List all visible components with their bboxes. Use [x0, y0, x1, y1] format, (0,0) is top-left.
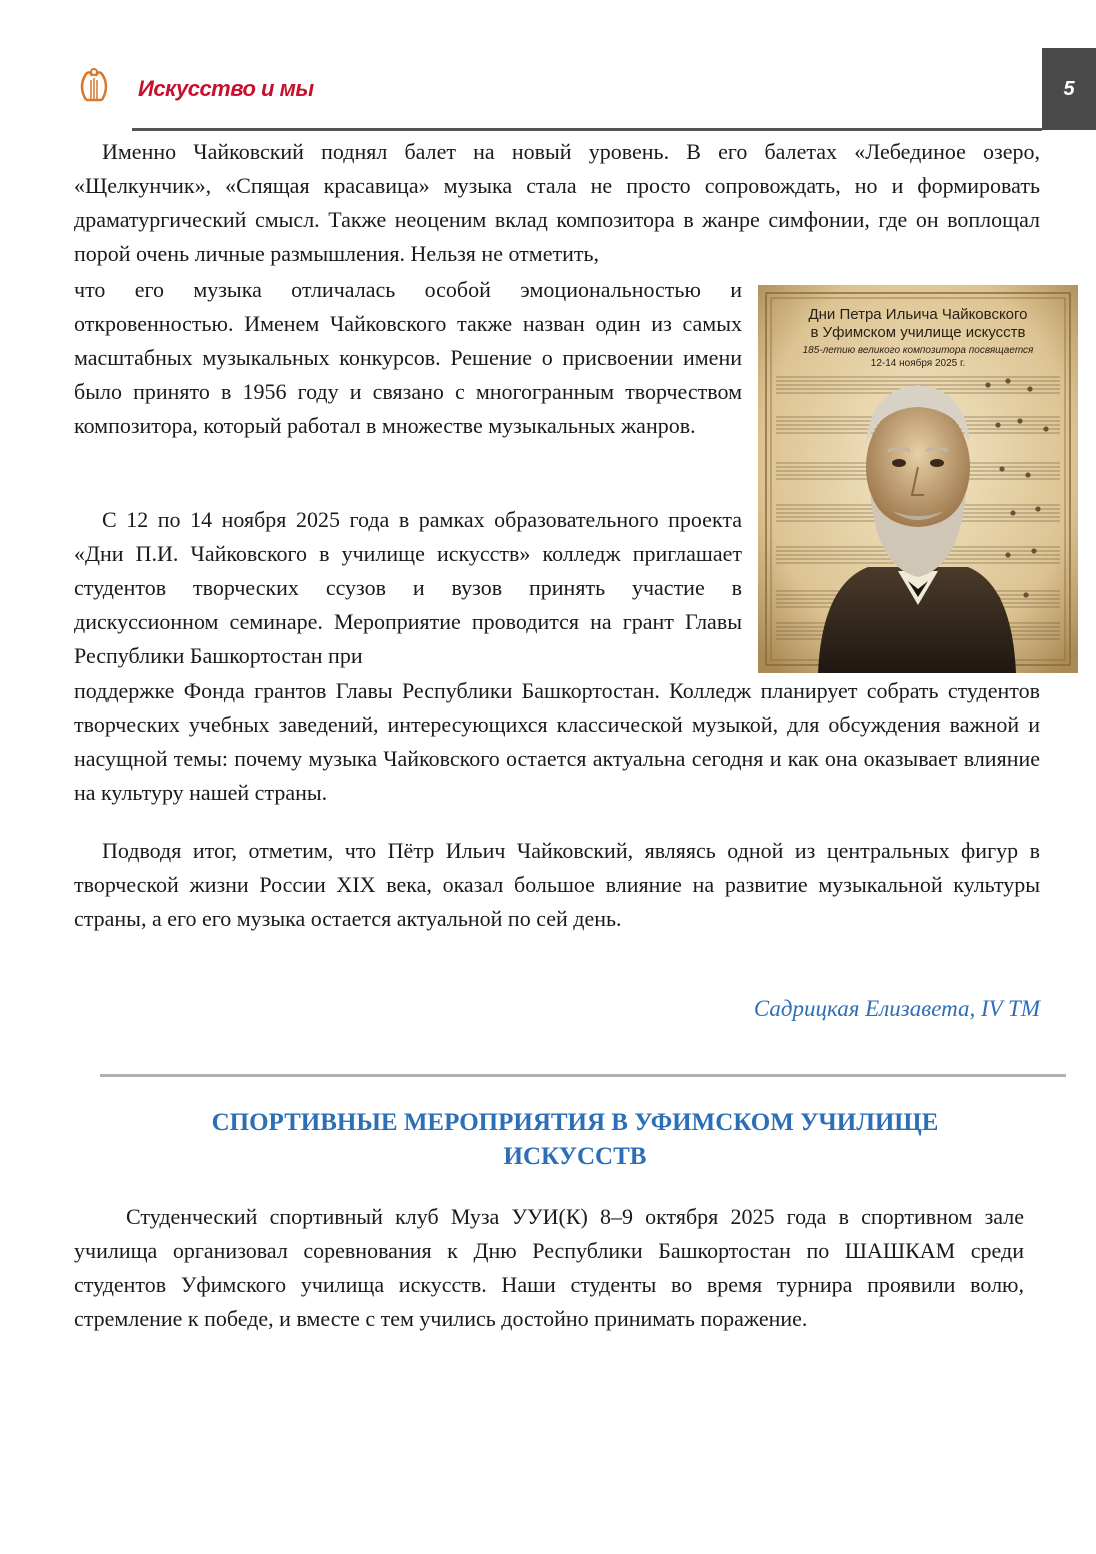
page-number-tab [1042, 48, 1096, 130]
article-author: Садрицкая Елизавета, IV ТМ [753, 996, 1040, 1021]
article-paragraph-5: Подводя итог, отметим, что Пётр Ильич Чайковский, являясь одной из центральных фигур в творческой жизни России XIX века, оказал большое влияние на развитие музыкальной культуры страны, а его его музыка остается актуальной по сей день. [74, 838, 1040, 931]
article-paragraph-1: Именно Чайковский поднял балет на новый уровень. В его балетах «Лебединое озеро, «Щелкунчик», «Спящая красавица» музыка стала не просто сопровождать, но и формировать драматургический смысл. Также неоценим вклад композитора в жанре симфонии, где он воплощал порой очень личные размышления. Нельзя не отметить, [74, 139, 1040, 266]
lyre-logo-icon [74, 66, 114, 106]
sports-paragraph: Студенческий спортивный клуб Муза УУИ(К) 8–9 октября 2025 года в спортивном зале училища организовал соревнования к Дню Республики Башкортостан по ШАШКАМ среди студентов Уфимского училища искусств. Наши студенты во время турнира проявили волю, стремление к победе, и вместе с тем учились достойно принимать поражение. [74, 1204, 1024, 1331]
section-divider [100, 1074, 1066, 1077]
section-title [150, 1106, 1000, 1174]
poster-dates: 12-14 ноября 2025 г. [870, 358, 966, 369]
poster-title-line-2: в Уфимском училище искусств [810, 324, 1026, 341]
article-paragraph-2: что его музыка отличалась особой эмоциональностью и откровенностью. Именем Чайковского также назван один из самых масштабных музыкальных конкурсов. Решение о присвоении имени было принято в 1956 году и связано с многогранным творчеством композитора, который работал в множестве музыкальных жанров. [74, 277, 742, 438]
page-number: 5 [1063, 77, 1075, 100]
article-paragraph-4: поддержке Фонда грантов Главы Республики Башкортостан. Колледж планирует собрать студентов творческих учебных заведений, интересующихся классической музыкой, для обсуждения важной и насущной темы: почему музыка Чайковского остается актуальна сегодня и как она оказывает влияние на культуру нашей страны. [74, 678, 1040, 805]
section-title-line-2: ИСКУССТВ [503, 1143, 647, 1170]
magazine-title: Искусство и мы [138, 76, 314, 101]
poster-subtitle: 185-летию великого композитора посвящается [802, 345, 1034, 356]
section-title-line-1: СПОРТИВНЫЕ МЕРОПРИЯТИЯ В УФИМСКОМ УЧИЛИЩЕ [211, 1109, 939, 1136]
article-paragraph-3: С 12 по 14 ноября 2025 года в рамках образовательного проекта «Дни П.И. Чайковского в училище искусств» колледж приглашает студентов творческих ссузов и вузов принять участие в дискуссионном семинаре. Мероприятие проводится на грант Главы Республики Башкортостан при [74, 507, 742, 668]
poster-title-line-1: Дни Петра Ильича Чайковского [808, 306, 1028, 323]
header-divider [132, 128, 1042, 131]
tchaikovsky-poster-image [758, 285, 1078, 673]
